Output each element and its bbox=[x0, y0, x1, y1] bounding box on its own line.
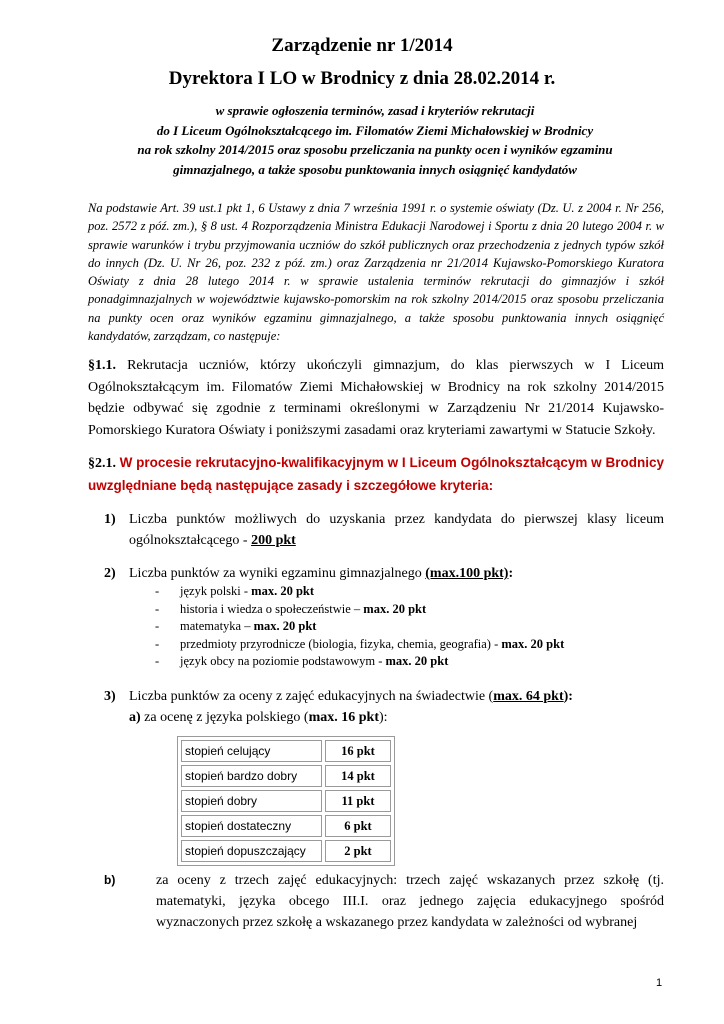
sub-item-suffix: ): bbox=[379, 710, 388, 725]
points-cell: 6 pkt bbox=[325, 815, 391, 837]
grade-cell: stopień celujący bbox=[181, 740, 322, 762]
subject-points: max. 20 pkt bbox=[501, 636, 565, 651]
item-suffix: : bbox=[508, 566, 514, 581]
grade-cell: stopień dopuszczający bbox=[181, 840, 322, 862]
page-number: 1 bbox=[656, 977, 663, 989]
item-number: 3) bbox=[104, 689, 116, 704]
item-text: Liczba punktów za oceny z zajęć edukacyjnych na świadectwie ( bbox=[129, 689, 494, 704]
subject-line: gimnazjalnego, a także sposobu punktowania innych osiągnięć kandydatów bbox=[173, 161, 577, 177]
section-text: Rekrutacja uczniów, którzy ukończyli gimnazjum, do klas pierwszych w I Liceum Ogólnokształcącym im. Filomatów Ziemi Michałowskiej w Brodnicy na rok szkolny 2014/2015 będzie odbywać się zgodnie z terminami określonymi w Zarządzeniu Nr 21/2014 Kujawsko-Pomorskiego Kuratora Oświaty i poniższymi zasadami oraz kryteriami zawartymi w Statucie Szkoły. bbox=[88, 358, 664, 438]
sub-item-text: za oceny z trzech zajęć edukacyjnych: trzech zajęć wskazanych przez szkołę (tj. matematyki, języka obcego III.I. oraz jednego zajęcia edukacyjnego spośród wyznaczonych przez szkołę a wskazanego przez kandydata w zależności od wybranej bbox=[156, 873, 664, 930]
subject-name: przedmioty przyrodnicze (biologia, fizyka, chemia, geografia) - bbox=[180, 636, 502, 651]
sub-item-label: a) bbox=[129, 710, 141, 725]
table-row bbox=[181, 840, 391, 862]
list-item bbox=[155, 653, 655, 671]
item-value: max. 64 pkt bbox=[493, 689, 564, 704]
list-item bbox=[155, 636, 655, 654]
item-text: Liczba punktów możliwych do uzyskania przez kandydata do pierwszej klasy liceum ogólnokształcącego - bbox=[129, 512, 664, 548]
document-title: Zarządzenie nr 1/2014 bbox=[271, 35, 453, 56]
sub-item-text: za ocenę z języka polskiego ( bbox=[140, 710, 309, 725]
subject-points: max. 20 pkt bbox=[363, 601, 427, 616]
list-item bbox=[155, 618, 655, 636]
subject-name: język obcy na poziomie podstawowym - bbox=[180, 654, 386, 669]
item-value: (max.100 pkt) bbox=[425, 566, 509, 581]
subject-points: max. 20 pkt bbox=[385, 654, 449, 669]
subject-points: max. 20 pkt bbox=[251, 584, 315, 598]
section-2-1 bbox=[88, 452, 664, 497]
table-row bbox=[181, 790, 391, 812]
item-suffix: ): bbox=[563, 689, 573, 704]
sub-item-a bbox=[129, 707, 388, 728]
table-row bbox=[181, 815, 391, 837]
item-value: 200 pkt bbox=[251, 533, 296, 548]
subject-name: matematyka – bbox=[180, 619, 254, 634]
grades-points-table bbox=[177, 736, 395, 866]
section-label: §2.1. bbox=[88, 456, 116, 471]
document-subtitle: Dyrektora I LO w Brodnicy z dnia 28.02.2014 r. bbox=[168, 68, 556, 89]
table-row bbox=[181, 765, 391, 787]
subject-line: na rok szkolny 2014/2015 oraz sposobu przeliczania na punkty ocen i wyników egzaminu bbox=[137, 142, 613, 157]
section-label: §1.1. bbox=[88, 358, 116, 373]
item-number: 2) bbox=[104, 566, 116, 581]
subject-name: historia i wiedza o społeczeństwie – bbox=[180, 601, 364, 616]
list-item bbox=[155, 583, 655, 601]
sub-item-value: max. 16 pkt bbox=[308, 710, 379, 725]
grade-cell: stopień bardzo dobry bbox=[181, 765, 322, 787]
exam-subjects-list bbox=[155, 583, 655, 671]
points-cell: 2 pkt bbox=[325, 840, 391, 862]
legal-basis-paragraph: Na podstawie Art. 39 ust.1 pkt 1, 6 Ustawy z dnia 7 września 1991 r. o systemie oświaty (Dz. U. z 2004 r. Nr 256, poz. 2572 z póź. zm.), § 8 ust. 4 Rozporządzenia Ministra Edukacji Narodowej i Sportu z dnia 20 lutego 2004 r. w sprawie warunków i trybu przyjmowania uczniów do szkół publicznych oraz przechodzenia z jednych typów szkół do innych (Dz. U. Nr 26, poz. 232 z póź. zm.) oraz Zarządzenia nr 21/2014 Kujawsko-Pomorskiego Kuratora Oświaty z dnia 28 lutego 2014 r. w sprawie ustalenia terminów rekrutacji do gimnazjów i szkół ponadgimnazjalnych w województwie kujawsko-pomorskim na rok szkolny 2014/2015 oraz sposobu przeliczania na punkty ocen oraz wyników egzaminu gimnazjalnego, a także sposobu punktowania innych osiągnięć kandydatów, zarządzam, co następuje: bbox=[88, 201, 664, 344]
subject-block bbox=[90, 101, 660, 179]
grade-cell: stopień dobry bbox=[181, 790, 322, 812]
sub-item-label: b) bbox=[104, 873, 116, 887]
subject-name: język polski - bbox=[180, 584, 252, 598]
subject-points: max. 20 pkt bbox=[253, 619, 317, 634]
points-cell: 11 pkt bbox=[325, 790, 391, 812]
section-text-highlight: W procesie rekrutacyjno-kwalifikacyjnym w I Liceum Ogólnokształcącym w Brodnicy uwzględniane będą następujące zasady i szczegółowe kryteria: bbox=[88, 455, 664, 493]
item-number: 1) bbox=[104, 512, 116, 527]
points-cell: 16 pkt bbox=[325, 740, 391, 762]
item-text: Liczba punktów za wyniki egzaminu gimnazjalnego bbox=[129, 566, 426, 581]
points-cell: 14 pkt bbox=[325, 765, 391, 787]
grade-cell: stopień dostateczny bbox=[181, 815, 322, 837]
table-row bbox=[181, 740, 391, 762]
list-item bbox=[155, 601, 655, 619]
section-1-1 bbox=[88, 355, 664, 441]
subject-line: w sprawie ogłoszenia terminów, zasad i kryteriów rekrutacji bbox=[215, 103, 535, 118]
subject-line: do I Liceum Ogólnokształcącego im. Filomatów Ziemi Michałowskiej w Brodnicy bbox=[156, 122, 594, 138]
